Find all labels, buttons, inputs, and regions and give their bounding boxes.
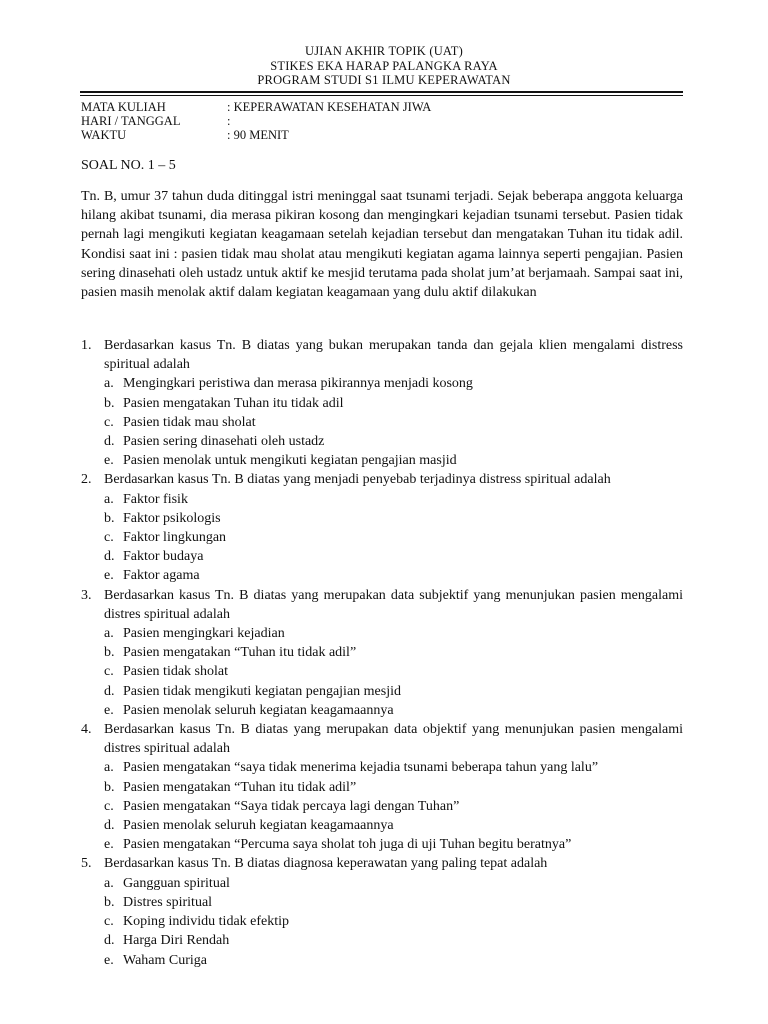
- answer-option: [104, 778, 683, 797]
- option-letter: c.: [104, 530, 114, 546]
- question-4: [81, 720, 683, 854]
- option-text: Faktor psikologis: [123, 510, 221, 526]
- header-divider-thin: [80, 95, 683, 96]
- option-text: Faktor fisik: [123, 491, 188, 507]
- question-text: Berdasarkan kasus Tn. B diatas yang merupakan data objektif yang menunjukan pasien mengalami distres spiritual adalah: [104, 722, 683, 757]
- option-letter: b.: [104, 510, 115, 526]
- question-text: Berdasarkan kasus Tn. B diatas yang menjadi penyebab terjadinya distress spiritual adalah: [104, 472, 611, 488]
- answer-option: [104, 624, 683, 643]
- option-text: Distres spiritual: [123, 894, 213, 910]
- option-text: Pasien mengatakan “Percuma saya sholat toh juga di uji Tuhan begitu beratnya”: [123, 837, 572, 853]
- option-text: Pasien mengatakan “Saya tidak percaya lagi dengan Tuhan”: [123, 798, 460, 814]
- option-text: Faktor lingkungan: [123, 530, 227, 546]
- option-text: Waham Curiga: [123, 952, 208, 968]
- option-text: Pasien menolak seluruh kegiatan keagamaannya: [123, 818, 394, 834]
- question-number: 2.: [81, 472, 92, 488]
- question-number: 4.: [81, 722, 92, 738]
- question-3: [81, 586, 683, 720]
- option-letter: a.: [104, 760, 114, 776]
- meta-value: : 90 MENIT: [227, 128, 289, 142]
- option-letter: c.: [104, 798, 114, 814]
- meta-label: HARI / TANGGAL: [81, 114, 181, 128]
- option-text: Faktor agama: [123, 568, 200, 584]
- option-text: Koping individu tidak efektip: [123, 914, 290, 930]
- option-text: Harga Diri Rendah: [123, 933, 230, 949]
- answer-option: [104, 643, 683, 662]
- answer-option: [104, 547, 683, 566]
- header-institution: STIKES EKA HARAP PALANGKA RAYA: [270, 58, 498, 73]
- option-letter: d.: [104, 683, 115, 699]
- option-letter: c.: [104, 914, 114, 930]
- option-text: Pasien menolak untuk mengikuti kegiatan pengajian masjid: [123, 453, 457, 469]
- option-letter: b.: [104, 645, 115, 661]
- meta-label: MATA KULIAH: [81, 100, 166, 114]
- question-2: [81, 470, 683, 585]
- answer-option: [104, 874, 683, 893]
- option-letter: e.: [104, 952, 114, 968]
- answer-option: [104, 951, 683, 970]
- meta-value: :: [227, 114, 231, 128]
- option-letter: e.: [104, 837, 114, 853]
- answer-option: [104, 566, 683, 585]
- option-text: Pasien mengatakan “Tuhan itu tidak adil”: [123, 645, 357, 661]
- meta-value: : KEPERAWATAN KESEHATAN JIWA: [227, 100, 432, 114]
- answer-option: [104, 413, 683, 432]
- option-letter: b.: [104, 894, 115, 910]
- question-number: 5.: [81, 856, 92, 872]
- answer-option: [104, 509, 683, 528]
- option-text: Pasien mengatakan Tuhan itu tidak adil: [123, 395, 344, 411]
- question-list: [81, 336, 683, 970]
- option-letter: a.: [104, 491, 114, 507]
- option-letter: c.: [104, 664, 114, 680]
- option-text: Pasien sering dinasehati oleh ustadz: [123, 434, 325, 450]
- option-letter: e.: [104, 702, 114, 718]
- option-letter: b.: [104, 779, 115, 795]
- meta-label: WAKTU: [81, 128, 127, 142]
- case-description: Tn. B, umur 37 tahun duda ditinggal istri meninggal saat tsunami terjadi. Sejak beberapa anggota keluarga hilang akibat tsunami, dia merasa pikiran kosong dan mengingkari kejadian tsunami tersebut. Pasien tidak pernah lagi mengikuti kegiatan keagamaan setelah kejadian tersebut dan mengatakan Tuhan itu tidak adil. Kondisi saat ini : pasien tidak mau sholat atau mengikuti kegiatan agama lainnya seperti pengajian. Pasien sering dinasehati oleh ustadz untuk aktif ke mesjid terutama pada sholat jum’at berjamaah. Sampai saat ini, pasien masih menolak aktif dalam kegiatan keagamaan yang dulu aktif dilakukan: [81, 189, 683, 301]
- question-number: 3.: [81, 587, 92, 603]
- answer-option: [104, 528, 683, 547]
- option-text: Pasien mengatakan “Tuhan itu tidak adil”: [123, 779, 357, 795]
- header-divider-thick: [80, 91, 683, 93]
- option-letter: a.: [104, 626, 114, 642]
- section-title: SOAL NO. 1 – 5: [81, 158, 176, 173]
- answer-option: [104, 701, 683, 720]
- option-text: Pasien tidak mengikuti kegiatan pengajian mesjid: [123, 683, 401, 699]
- option-text: Pasien mengingkari kejadian: [123, 626, 285, 642]
- question-1: [81, 336, 683, 470]
- answer-option: [104, 451, 683, 470]
- answer-option: [104, 490, 683, 509]
- question-text: Berdasarkan kasus Tn. B diatas yang bukan merupakan tanda dan gejala klien mengalami distress spiritual adalah: [104, 338, 683, 373]
- option-letter: a.: [104, 875, 114, 891]
- question-5: [81, 854, 683, 969]
- option-text: Pasien tidak mau sholat: [123, 414, 256, 430]
- option-text: Faktor budaya: [123, 549, 204, 565]
- question-text: Berdasarkan kasus Tn. B diatas yang merupakan data subjektif yang menunjukan pasien mengalami distres spiritual adalah: [104, 587, 683, 622]
- option-letter: b.: [104, 395, 115, 411]
- answer-option: [104, 432, 683, 451]
- option-text: Gangguan spiritual: [123, 875, 230, 891]
- option-text: Pasien mengatakan “saya tidak menerima kejadia tsunami beberapa tahun yang lalu”: [123, 760, 599, 776]
- option-letter: c.: [104, 414, 114, 430]
- option-letter: d.: [104, 549, 115, 565]
- option-letter: e.: [104, 568, 114, 584]
- option-letter: d.: [104, 933, 115, 949]
- answer-option: [104, 912, 683, 931]
- answer-option: [104, 931, 683, 950]
- question-text: Berdasarkan kasus Tn. B diatas diagnosa keperawatan yang paling tepat adalah: [104, 856, 548, 872]
- answer-option: [104, 394, 683, 413]
- answer-option: [104, 374, 683, 393]
- option-letter: a.: [104, 376, 114, 392]
- answer-option: [104, 758, 683, 777]
- option-text: Pasien tidak sholat: [123, 664, 228, 680]
- option-letter: e.: [104, 453, 114, 469]
- question-number: 1.: [81, 338, 92, 353]
- header-title: UJIAN AKHIR TOPIK (UAT): [305, 44, 463, 58]
- option-letter: d.: [104, 434, 115, 450]
- answer-option: [104, 835, 683, 854]
- answer-option: [104, 797, 683, 816]
- header-program: PROGRAM STUDI S1 ILMU KEPERAWATAN: [257, 73, 511, 87]
- option-text: Mengingkari peristiwa dan merasa pikirannya menjadi kosong: [123, 376, 473, 392]
- answer-option: [104, 682, 683, 701]
- answer-option: [104, 662, 683, 681]
- option-text: Pasien menolak seluruh kegiatan keagamaannya: [123, 702, 394, 718]
- answer-option: [104, 893, 683, 912]
- answer-option: [104, 816, 683, 835]
- option-letter: d.: [104, 818, 115, 834]
- exam-header: [0, 44, 768, 88]
